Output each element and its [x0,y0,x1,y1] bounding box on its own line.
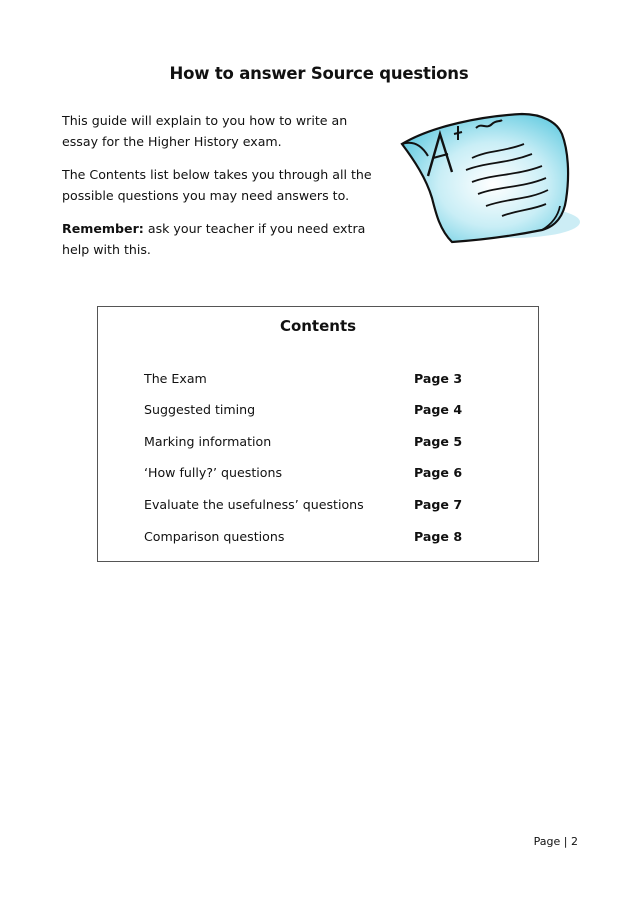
toc-entry-label: Comparison questions [144,529,285,544]
toc-entry [144,529,514,549]
intro-paragraph-2: The Contents list below takes you through all the possible questions you may need answers to. [62,167,372,203]
toc-entry [144,465,514,485]
toc-entry-page: Page 5 [414,434,463,449]
toc-entry-label: Suggested timing [144,402,256,417]
toc-entry-page: Page 7 [414,497,463,512]
toc-entry-label: Marking information [144,434,272,449]
toc-entry-page: Page 4 [414,402,463,417]
page-title: How to answer Source questions [169,64,469,83]
toc-entry-page: Page 6 [414,465,463,480]
toc-entry [144,402,514,422]
toc-entry-page: Page 8 [414,529,463,544]
page-number: Page | 2 [533,835,578,848]
toc-entry-page: Page 3 [414,371,463,386]
toc-entry [144,371,514,391]
remember-text: ask your teacher if you need extra help with this. [62,221,366,257]
graded-paper-a-plus-icon [392,104,582,246]
toc-entry [144,434,514,454]
intro-text [62,110,382,272]
toc-entry-label: ‘How fully?’ questions [144,465,283,480]
toc-entry-label: Evaluate the usefulness’ questions [144,497,364,512]
contents-title: Contents [279,317,357,335]
toc-entry [144,497,514,517]
intro-paragraph-3 [62,218,382,260]
intro-paragraph-1: This guide will explain to you how to write an essay for the Higher History exam. [62,113,348,149]
toc-entry-label: The Exam [144,371,207,386]
contents-box [97,306,539,562]
remember-label: Remember: [62,221,144,236]
